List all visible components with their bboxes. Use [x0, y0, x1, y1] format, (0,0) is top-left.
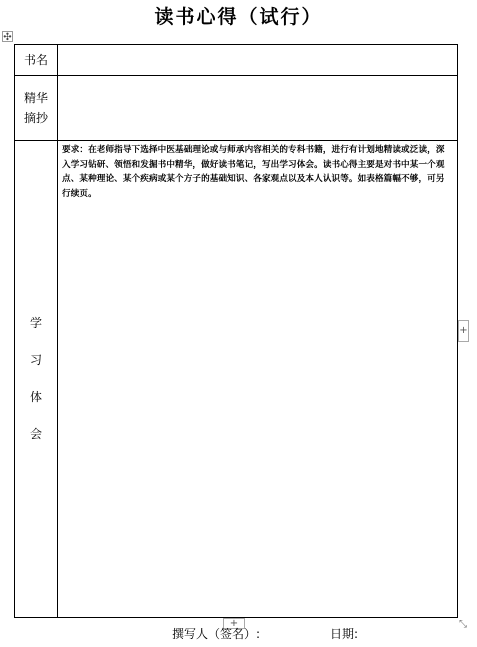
add-row-icon[interactable]: +	[223, 618, 245, 629]
experience-field[interactable]	[58, 141, 458, 618]
author-signature-label: 撰写人（签名）:	[172, 627, 261, 641]
experience-label	[15, 141, 58, 618]
excerpt-label-line1: 精华	[23, 91, 48, 105]
page-title: 读书心得（试行）	[154, 6, 323, 28]
experience-label-char: 体	[29, 390, 42, 404]
book-name-label: 书名	[15, 45, 58, 76]
experience-label-char: 习	[29, 353, 42, 367]
add-column-icon[interactable]: +	[458, 320, 469, 342]
experience-label-char: 学	[29, 316, 42, 330]
book-name-field[interactable]	[58, 45, 458, 76]
excerpt-field[interactable]	[58, 76, 458, 141]
excerpt-label	[15, 76, 58, 141]
experience-label-char: 会	[29, 427, 42, 441]
requirement-text: 要求：在老师指导下选择中医基础理论或与师承内容相关的专科书籍，进行有计划地精读或泛读，深入学习钻研、领悟和发掘书中精华，做好读书笔记，写出学习体会。读书心得主要是对书中某一个观点、某种理论、某个疾病或某个方子的基础知识、各家观点以及本人认识等。如表格篇幅不够，可另行续页。	[62, 145, 445, 199]
reading-notes-table	[14, 44, 458, 618]
date-label: 日期:	[330, 627, 359, 641]
excerpt-label-line2: 摘抄	[23, 111, 48, 125]
table-resize-icon[interactable]: ⤡	[459, 619, 467, 630]
table-move-handle-icon[interactable]: ✣	[3, 32, 12, 43]
